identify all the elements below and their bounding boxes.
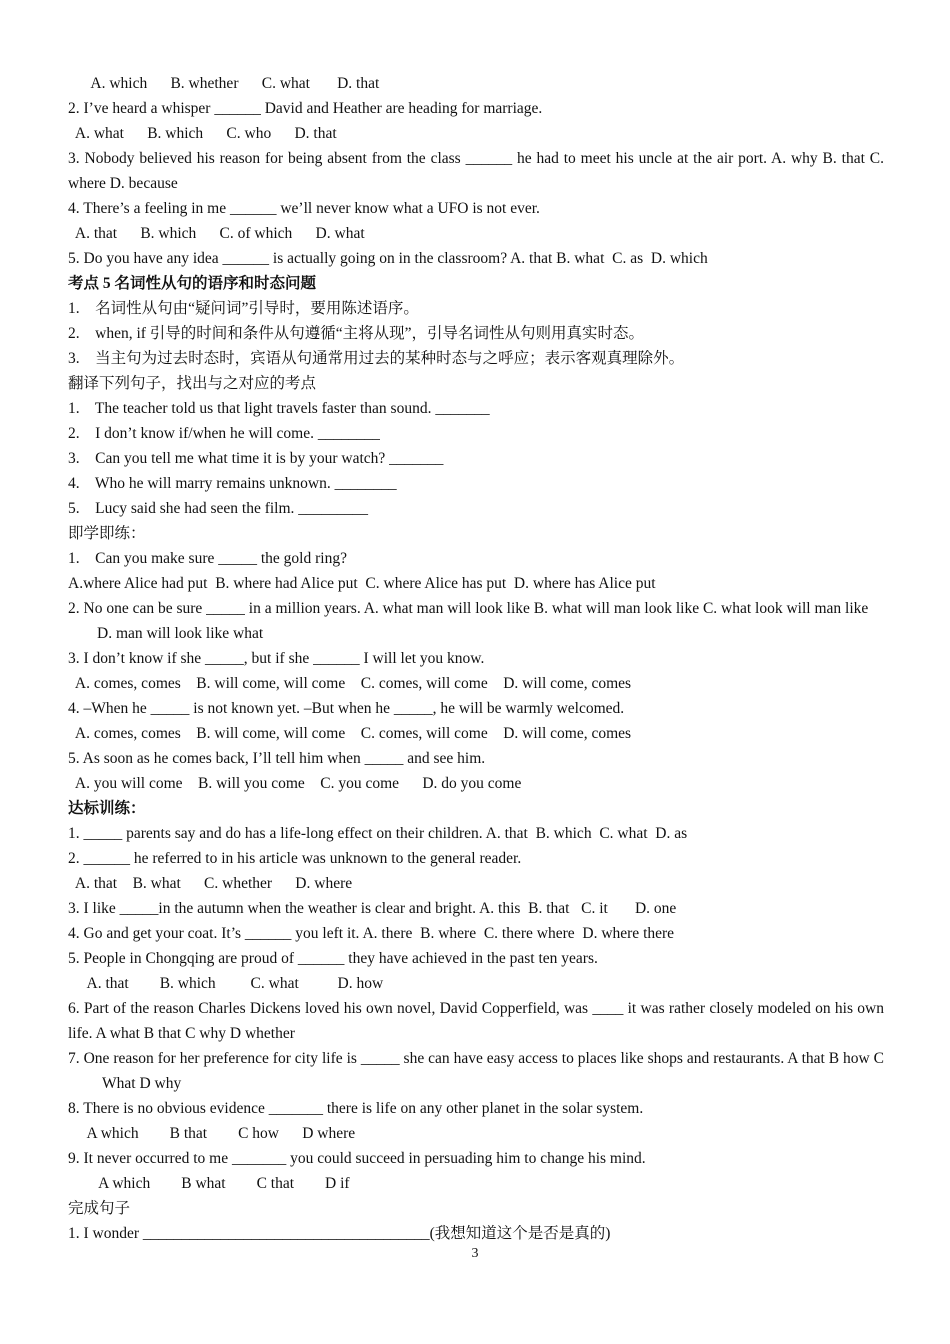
practice-q2: 2. No one can be sure _____ in a million years. A. what man will look like B. what will man look like C. what look will man like D. man will look like what — [68, 600, 869, 642]
practice-q4-options: A. comes, comes B. will come, will come C. comes, will come D. will come, comes — [68, 725, 632, 742]
practice-heading: 即学即练： — [68, 525, 146, 542]
drill-q2-options: A. that B. what C. whether D. where — [68, 875, 353, 892]
drill-q7: 7. One reason for her preference for city life is _____ she can have easy access to places like shops and restaurants. A that B how C What D why — [68, 1050, 884, 1092]
drill-q1: 1. _____ parents say and do has a life-long effect on their children. A. that B. which C. what D. as — [68, 825, 688, 842]
practice-q3-options: A. comes, comes B. will come, will come C. comes, will come D. will come, comes — [68, 675, 632, 692]
drill-q2-stem: 2. ______ he referred to in his article was unknown to the general reader. — [68, 850, 522, 867]
q5-stem-options: 5. Do you have any idea ______ is actually going on in the classroom? A. that B. what C. as D. which — [68, 250, 708, 267]
translate-item-1: 1. The teacher told us that light travels faster than sound. _______ — [68, 400, 490, 417]
rule-1: 1. 名词性从句由“疑问词”引导时，要用陈述语序。 — [68, 300, 419, 317]
q3-stem-options: 3. Nobody believed his reason for being absent from the class ______ he had to meet his uncle at the air port. A. why B. that C. where D. because — [68, 150, 884, 192]
rule-2: 2. when, if 引导的时间和条件从句遵循“主将从现”，引导名词性从句则用真实时态。 — [68, 325, 645, 342]
q2-options: A. what B. which C. who D. that — [68, 125, 337, 142]
drill-q8-options: A which B that C how D where — [68, 1125, 356, 1142]
translate-item-2: 2. I don’t know if/when he will come. ________ — [68, 425, 380, 442]
translate-item-5: 5. Lucy said she had seen the film. _________ — [68, 500, 369, 517]
translate-item-4: 4. Who he will marry remains unknown. ________ — [68, 475, 397, 492]
practice-q4-stem: 4. –When he _____ is not known yet. –But when he _____, he will be warmly welcomed. — [68, 700, 625, 717]
page-number: 3 — [471, 1246, 479, 1261]
practice-q1-options: A.where Alice had put B. where had Alice put C. where Alice has put D. where has Alice put — [68, 575, 656, 592]
practice-q5-stem: 5. As soon as he comes back, I’ll tell him when _____ and see him. — [68, 750, 486, 767]
q2-stem: 2. I’ve heard a whisper ______ David and Heather are heading for marriage. — [68, 100, 543, 117]
drill-q3: 3. I like _____in the autumn when the weather is clear and bright. A. this B. that C. it D. one — [68, 900, 677, 917]
rule-3: 3. 当主句为过去时态时，宾语从句通常用过去的某种时态与之呼应；表示客观真理除外。 — [68, 350, 685, 367]
drill-q9-stem: 9. It never occurred to me _______ you could succeed in persuading him to change his mind. — [68, 1150, 646, 1167]
translate-item-3: 3. Can you tell me what time it is by your watch? _______ — [68, 450, 444, 467]
drill-q4: 4. Go and get your coat. It’s ______ you left it. A. there B. where C. there where D. where there — [68, 925, 675, 942]
practice-q3-stem: 3. I don’t know if she _____, but if she ______ I will let you know. — [68, 650, 485, 667]
practice-q1-stem: 1. Can you make sure _____ the gold ring? — [68, 550, 347, 567]
q1-options: A. which B. whether C. what D. that — [68, 75, 380, 92]
drill-q9-options: A which B what C that D if — [68, 1175, 350, 1192]
practice-q5-options: A. you will come B. will you come C. you come D. do you come — [68, 775, 522, 792]
drill-q5-options: A. that B. which C. what D. how — [68, 975, 384, 992]
q4-options: A. that B. which C. of which D. what — [68, 225, 365, 242]
translate-heading: 翻译下列句子，找出与之对应的考点 — [68, 375, 317, 392]
section-heading-5: 考点 5 名词性从句的语序和时态问题 — [68, 275, 317, 292]
complete-q1: 1. I wonder _____________________________________(我想知道这个是否是真的) — [68, 1225, 611, 1242]
drill-q6: 6. Part of the reason Charles Dickens loved his own novel, David Copperfield, was ____ it was rather closely modeled on his own life. A what B that C why D whether — [68, 1000, 884, 1042]
complete-sentences-heading: 完成句子 — [68, 1200, 131, 1217]
drill-heading: 达标训练： — [68, 800, 146, 817]
q4-stem: 4. There’s a feeling in me ______ we’ll never know what a UFO is not ever. — [68, 200, 540, 217]
drill-q8-stem: 8. There is no obvious evidence _______ there is life on any other planet in the solar system. — [68, 1100, 644, 1117]
drill-q5-stem: 5. People in Chongqing are proud of ______ they have achieved in the past ten years. — [68, 950, 598, 967]
